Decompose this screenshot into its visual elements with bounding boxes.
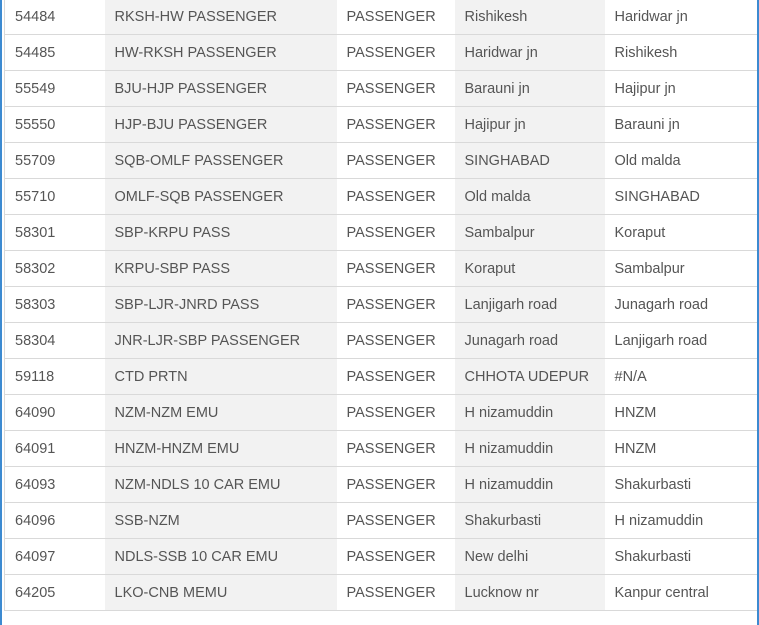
train-name-cell: HNZM-HNZM EMU xyxy=(105,431,337,467)
train-name-cell: NDLS-SSB 10 CAR EMU xyxy=(105,539,337,575)
source-station-cell: Barauni jn xyxy=(455,71,605,107)
train-type-cell: PASSENGER xyxy=(337,251,455,287)
source-station-cell: Shakurbasti xyxy=(455,503,605,539)
destination-station-cell: H nizamuddin xyxy=(605,503,757,539)
train-name-cell: OMLF-SQB PASSENGER xyxy=(105,179,337,215)
destination-station-cell: Sambalpur xyxy=(605,251,757,287)
source-station-cell: H nizamuddin xyxy=(455,431,605,467)
train-name-cell: SBP-KRPU PASS xyxy=(105,215,337,251)
train-table xyxy=(4,0,757,611)
train-number-cell: 54485 xyxy=(5,35,105,71)
source-station-cell: New delhi xyxy=(455,539,605,575)
destination-station-cell: HNZM xyxy=(605,395,757,431)
table-row xyxy=(5,35,757,71)
train-number-cell: 55549 xyxy=(5,71,105,107)
table-row xyxy=(5,71,757,107)
train-number-cell: 58303 xyxy=(5,287,105,323)
source-station-cell: H nizamuddin xyxy=(455,467,605,503)
train-name-cell: SQB-OMLF PASSENGER xyxy=(105,143,337,179)
source-station-cell: CHHOTA UDEPUR xyxy=(455,359,605,395)
train-number-cell: 64093 xyxy=(5,467,105,503)
table-row xyxy=(5,431,757,467)
train-number-cell: 64091 xyxy=(5,431,105,467)
destination-station-cell: Old malda xyxy=(605,143,757,179)
table-row xyxy=(5,503,757,539)
source-station-cell: Rishikesh xyxy=(455,0,605,35)
train-number-cell: 55550 xyxy=(5,107,105,143)
table-row xyxy=(5,251,757,287)
train-number-cell: 59118 xyxy=(5,359,105,395)
table-row xyxy=(5,215,757,251)
train-name-cell: LKO-CNB MEMU xyxy=(105,575,337,611)
table-row xyxy=(5,143,757,179)
source-station-cell: Junagarh road xyxy=(455,323,605,359)
source-station-cell: Haridwar jn xyxy=(455,35,605,71)
train-number-cell: 64090 xyxy=(5,395,105,431)
train-number-cell: 64097 xyxy=(5,539,105,575)
train-type-cell: PASSENGER xyxy=(337,215,455,251)
destination-station-cell: Shakurbasti xyxy=(605,539,757,575)
table-row xyxy=(5,0,757,35)
train-type-cell: PASSENGER xyxy=(337,503,455,539)
train-number-cell: 55709 xyxy=(5,143,105,179)
train-name-cell: HJP-BJU PASSENGER xyxy=(105,107,337,143)
train-type-cell: PASSENGER xyxy=(337,395,455,431)
train-name-cell: JNR-LJR-SBP PASSENGER xyxy=(105,323,337,359)
destination-station-cell: Koraput xyxy=(605,215,757,251)
destination-station-cell: Junagarh road xyxy=(605,287,757,323)
table-row xyxy=(5,539,757,575)
source-station-cell: H nizamuddin xyxy=(455,395,605,431)
source-station-cell: Hajipur jn xyxy=(455,107,605,143)
train-number-cell: 55710 xyxy=(5,179,105,215)
source-station-cell: Old malda xyxy=(455,179,605,215)
destination-station-cell: Rishikesh xyxy=(605,35,757,71)
destination-station-cell: SINGHABAD xyxy=(605,179,757,215)
train-name-cell: NZM-NDLS 10 CAR EMU xyxy=(105,467,337,503)
train-type-cell: PASSENGER xyxy=(337,431,455,467)
destination-station-cell: #N/A xyxy=(605,359,757,395)
train-type-cell: PASSENGER xyxy=(337,107,455,143)
train-name-cell: RKSH-HW PASSENGER xyxy=(105,0,337,35)
train-number-cell: 64096 xyxy=(5,503,105,539)
train-table-body xyxy=(5,0,757,611)
train-type-cell: PASSENGER xyxy=(337,71,455,107)
train-number-cell: 64205 xyxy=(5,575,105,611)
train-name-cell: KRPU-SBP PASS xyxy=(105,251,337,287)
table-row xyxy=(5,359,757,395)
train-type-cell: PASSENGER xyxy=(337,35,455,71)
train-type-cell: PASSENGER xyxy=(337,143,455,179)
table-row xyxy=(5,107,757,143)
source-station-cell: Lucknow nr xyxy=(455,575,605,611)
destination-station-cell: Hajipur jn xyxy=(605,71,757,107)
table-row xyxy=(5,323,757,359)
train-type-cell: PASSENGER xyxy=(337,467,455,503)
table-row xyxy=(5,395,757,431)
train-type-cell: PASSENGER xyxy=(337,287,455,323)
train-name-cell: BJU-HJP PASSENGER xyxy=(105,71,337,107)
table-row xyxy=(5,179,757,215)
source-station-cell: Sambalpur xyxy=(455,215,605,251)
destination-station-cell: Kanpur central xyxy=(605,575,757,611)
source-station-cell: Lanjigarh road xyxy=(455,287,605,323)
train-number-cell: 58301 xyxy=(5,215,105,251)
source-station-cell: SINGHABAD xyxy=(455,143,605,179)
table-row xyxy=(5,287,757,323)
train-name-cell: NZM-NZM EMU xyxy=(105,395,337,431)
destination-station-cell: Haridwar jn xyxy=(605,0,757,35)
train-name-cell: HW-RKSH PASSENGER xyxy=(105,35,337,71)
table-row xyxy=(5,575,757,611)
table-row xyxy=(5,467,757,503)
train-type-cell: PASSENGER xyxy=(337,575,455,611)
train-type-cell: PASSENGER xyxy=(337,323,455,359)
train-number-cell: 58304 xyxy=(5,323,105,359)
train-type-cell: PASSENGER xyxy=(337,0,455,35)
source-station-cell: Koraput xyxy=(455,251,605,287)
train-name-cell: SBP-LJR-JNRD PASS xyxy=(105,287,337,323)
train-type-cell: PASSENGER xyxy=(337,179,455,215)
train-type-cell: PASSENGER xyxy=(337,539,455,575)
destination-station-cell: HNZM xyxy=(605,431,757,467)
train-number-cell: 58302 xyxy=(5,251,105,287)
train-number-cell: 54484 xyxy=(5,0,105,35)
destination-station-cell: Lanjigarh road xyxy=(605,323,757,359)
destination-station-cell: Barauni jn xyxy=(605,107,757,143)
train-name-cell: SSB-NZM xyxy=(105,503,337,539)
destination-station-cell: Shakurbasti xyxy=(605,467,757,503)
train-type-cell: PASSENGER xyxy=(337,359,455,395)
train-name-cell: CTD PRTN xyxy=(105,359,337,395)
